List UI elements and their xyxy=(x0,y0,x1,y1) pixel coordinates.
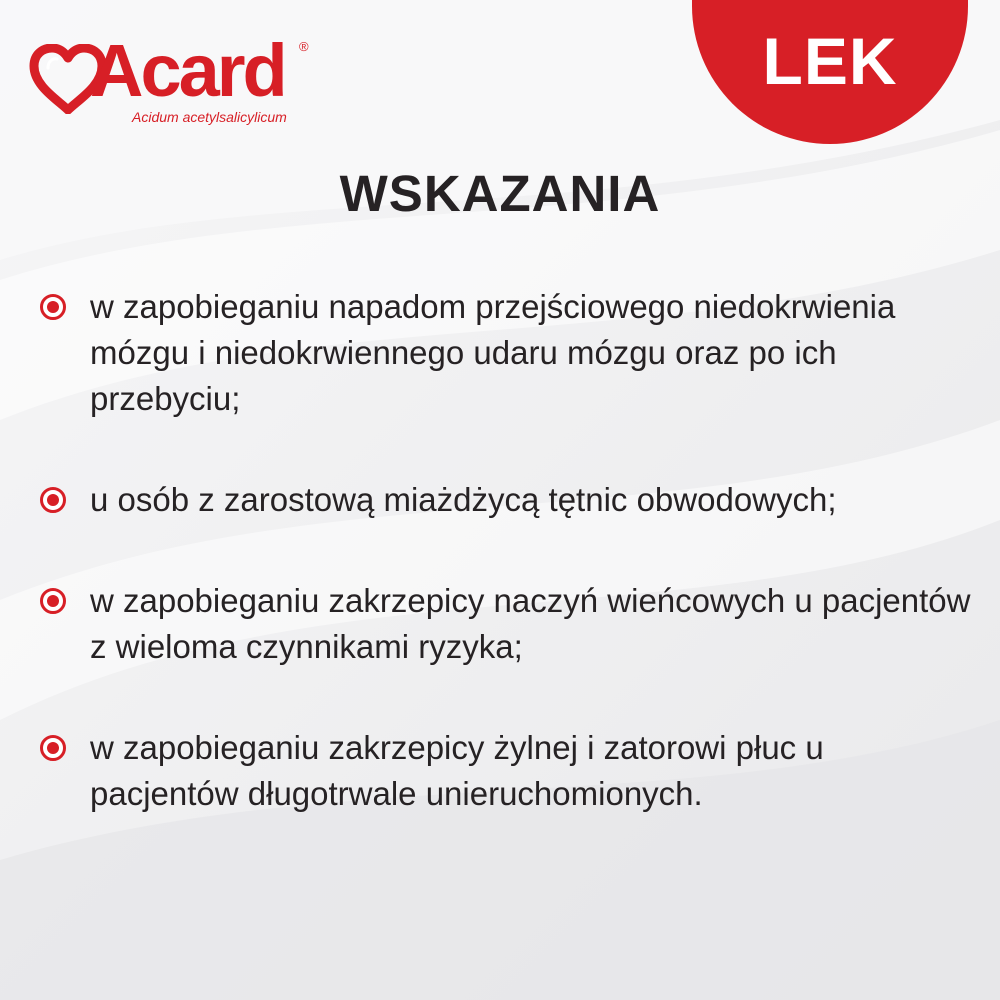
list-item-text: u osób z zarostową miażdżycą tętnic obwodowych; xyxy=(90,481,837,518)
indications-list xyxy=(36,284,976,872)
list-item-text: w zapobieganiu zakrzepicy żylnej i zatorowi płuc u pacjentów długotrwale unieruchomionych. xyxy=(90,729,824,812)
list-item xyxy=(36,725,976,817)
page-title: WSKAZANIA xyxy=(339,165,661,222)
brand-logo xyxy=(28,29,318,132)
list-item xyxy=(36,477,976,523)
bullet-icon xyxy=(40,735,66,761)
registered-mark: ® xyxy=(299,39,309,54)
bullet-icon xyxy=(40,294,66,320)
brand-name: Acard xyxy=(90,29,285,112)
list-item-text: w zapobieganiu zakrzepicy naczyń wieńcowych u pacjentów z wieloma czynnikami ryzyka; xyxy=(90,582,971,665)
bullet-icon xyxy=(40,588,66,614)
brand-subtitle: Acidum acetylsalicylicum xyxy=(132,109,287,125)
badge-label: LEK xyxy=(762,24,898,98)
list-item xyxy=(36,284,976,422)
list-item-text: w zapobieganiu napadom przejściowego niedokrwienia mózgu i niedokrwiennego udaru mózgu oraz po ich przebyciu; xyxy=(90,288,896,417)
bullet-icon xyxy=(40,487,66,513)
list-item xyxy=(36,578,976,670)
